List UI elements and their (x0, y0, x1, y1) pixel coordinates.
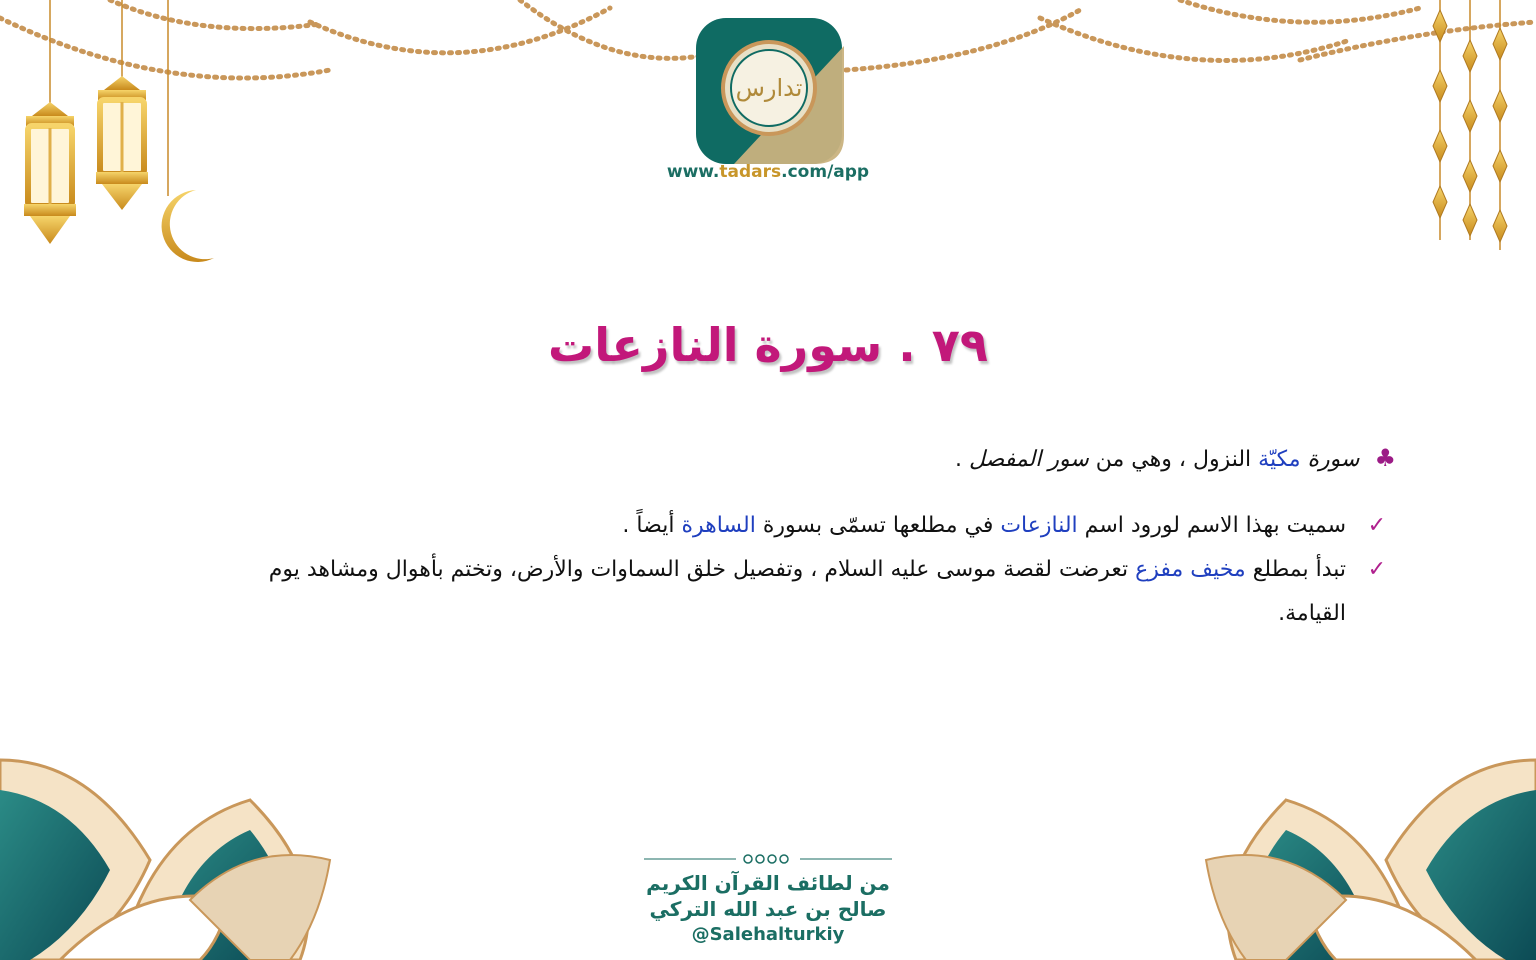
logo-text: تدارس (735, 74, 803, 102)
tadars-logo-icon (694, 16, 844, 166)
intro-part5: . (954, 447, 962, 472)
point1-text1: سميت بهذا الاسم لورود اسم (1084, 513, 1346, 538)
corner-flower-left-icon (0, 760, 330, 960)
garland-left-icon (0, 0, 700, 78)
list-item (246, 548, 1386, 636)
point2-text2: تعرضت لقصة موسى عليه السلام ، وتفصيل خلق السماوات والأرض، وتختم بأهوال ومشاهد يوم القيامة. (268, 557, 1346, 626)
check-icon: ✓ (1367, 513, 1386, 538)
intro-line (196, 434, 1396, 484)
footer-line1: من لطائف القرآن الكريم (646, 871, 890, 895)
page-title: ٧٩ . سورة النازعات (548, 318, 988, 372)
intro-part3: النزول ، وهي من (1095, 447, 1252, 472)
site-url-suffix: .com/app (781, 162, 870, 182)
lantern-left-icon (24, 0, 76, 244)
corner-flower-right-icon (1206, 760, 1536, 960)
point1-hl1: النازعات (1000, 513, 1078, 538)
site-url[interactable] (600, 162, 936, 182)
footer-line2: صالح بن عبد الله التركي (649, 897, 887, 921)
footer-ornament-icon (644, 852, 892, 866)
check-icon: ✓ (1367, 557, 1386, 582)
point1-hl2: الساهرة (681, 513, 756, 538)
point2-text1: تبدأ بمطلع (1252, 557, 1346, 582)
app-logo (694, 16, 844, 166)
intro-part1: سورة (1307, 447, 1360, 472)
footer (568, 870, 968, 948)
crescent-icon (162, 0, 214, 262)
content-body (196, 434, 1396, 636)
intro-part2: مكيّة (1258, 447, 1301, 472)
list-item (196, 504, 1386, 548)
point2-hl1: مخيف مفزع (1135, 557, 1246, 582)
site-url-prefix: www. (666, 162, 720, 182)
garland-right-icon (846, 0, 1536, 70)
point1-text3: أيضاً . (622, 513, 675, 538)
diamond-strands-icon (1433, 0, 1507, 250)
point1-text2: في مطلعها تسمّى بسورة (762, 513, 994, 538)
site-url-brand: tadars (719, 162, 782, 182)
club-icon: ♣ (1374, 444, 1396, 472)
intro-part4: سور المفصل (968, 447, 1089, 472)
lantern-middle-icon (96, 0, 148, 210)
footer-handle[interactable]: @Salehalturkiy (691, 924, 845, 945)
